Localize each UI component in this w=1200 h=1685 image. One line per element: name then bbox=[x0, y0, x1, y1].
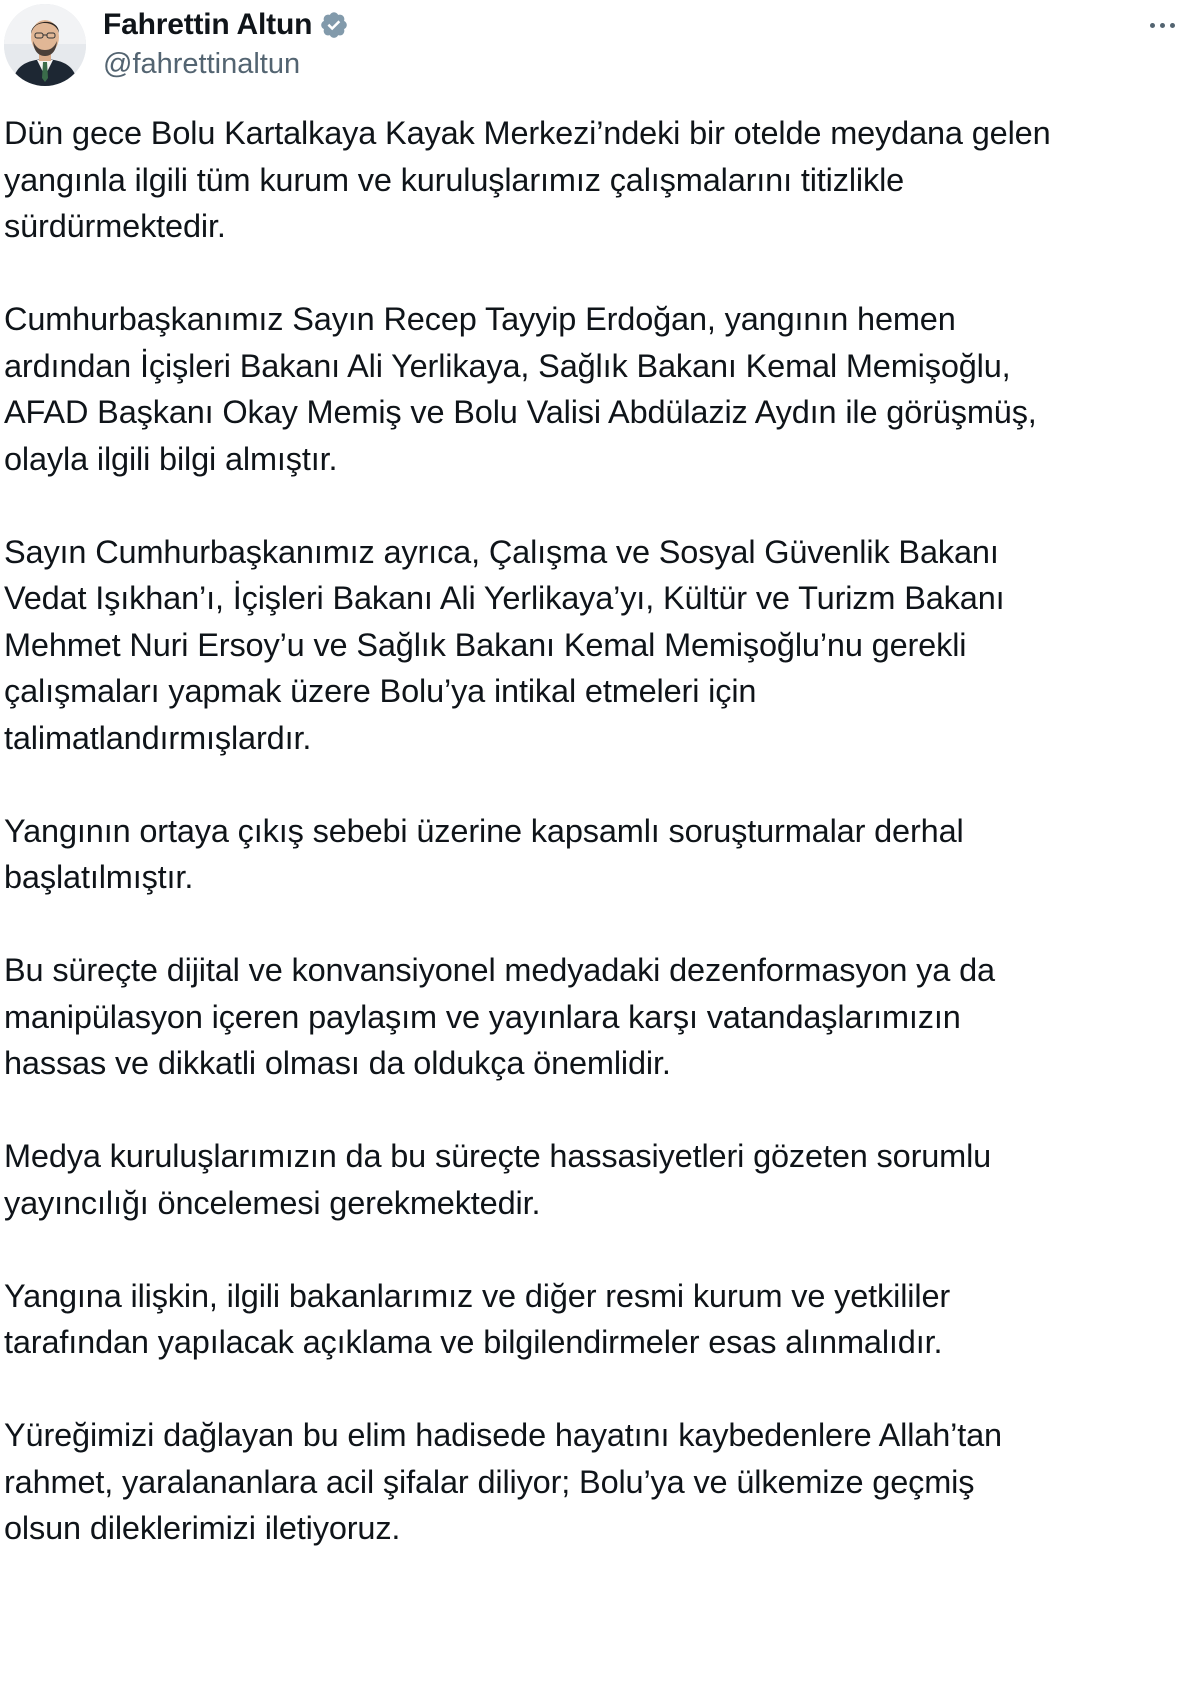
more-dot bbox=[1160, 23, 1165, 28]
tweet-paragraph: Dün gece Bolu Kartalkaya Kayak Merkezi’ndeki bir otelde meydana gelen yangınla ilgili tüm kurum ve kuruluşlarımız çalışmalarını titizlikle sürdürmektedir. bbox=[4, 115, 1051, 244]
tweet-paragraph: Yangına ilişkin, ilgili bakanlarımız ve diğer resmi kurum ve yetkililer tarafından yapılacak açıklama ve bilgilendirmeler esas alınmalıdır. bbox=[4, 1277, 951, 1360]
tweet-paragraph: Yangının ortaya çıkış sebebi üzerine kapsamlı soruşturmalar derhal başlatılmıştır. bbox=[4, 812, 964, 895]
more-options-icon[interactable] bbox=[1140, 10, 1184, 40]
more-dot bbox=[1150, 23, 1155, 28]
avatar[interactable] bbox=[4, 4, 86, 86]
tweet-text bbox=[4, 110, 1194, 1552]
handle[interactable]: @fahrettinaltun bbox=[103, 48, 301, 80]
profile-photo bbox=[4, 4, 86, 86]
tweet-paragraph: Bu süreçte dijital ve konvansiyonel medyadaki dezenformasyon ya da manipülasyon içeren paylaşım ve yayınlara karşı vatandaşlarımızın hassas ve dikkatli olması da oldukça önemlidir. bbox=[4, 952, 995, 1081]
name-row bbox=[103, 4, 349, 46]
tweet-paragraph: Sayın Cumhurbaşkanımız ayrıca, Çalışma ve Sosyal Güvenlik Bakanı Vedat Işıkhan’ı, İçişleri Bakanı Ali Yerlikaya’yı, Kültür ve Turizm Bakanı Mehmet Nuri Ersoy’u ve Sağlık Bakanı Kemal Memişoğlu’nu gerekli çalışmaları yapmak üzere Bolu’ya intikal etmeleri için talimatlandırmışlardır. bbox=[4, 533, 1005, 756]
display-name[interactable]: Fahrettin Altun bbox=[103, 8, 313, 41]
more-dot bbox=[1170, 23, 1175, 28]
tweet-paragraph: Yüreğimizi dağlayan bu elim hadisede hayatını kaybedenlere Allah’tan rahmet, yaralananlara acil şifalar diliyor; Bolu’ya ve ülkemize geçmiş olsun dileklerimizi iletiyoruz. bbox=[4, 1417, 1002, 1546]
tweet-paragraph: Cumhurbaşkanımız Sayın Recep Tayyip Erdoğan, yangının hemen ardından İçişleri Bakanı Ali Yerlikaya, Sağlık Bakanı Kemal Memişoğlu, AFAD Başkanı Okay Memiş ve Bolu Valisi Abdülaziz Aydın ile görüşmüş, olayla ilgili bilgi almıştır. bbox=[4, 301, 1037, 477]
tweet-paragraph: Medya kuruluşlarımızın da bu süreçte hassasiyetleri gözeten sorumlu yayıncılığı öncelemesi gerekmektedir. bbox=[4, 1138, 992, 1221]
verified-badge-icon bbox=[319, 10, 349, 40]
tweet-header bbox=[0, 0, 1200, 92]
author-names bbox=[103, 4, 349, 81]
